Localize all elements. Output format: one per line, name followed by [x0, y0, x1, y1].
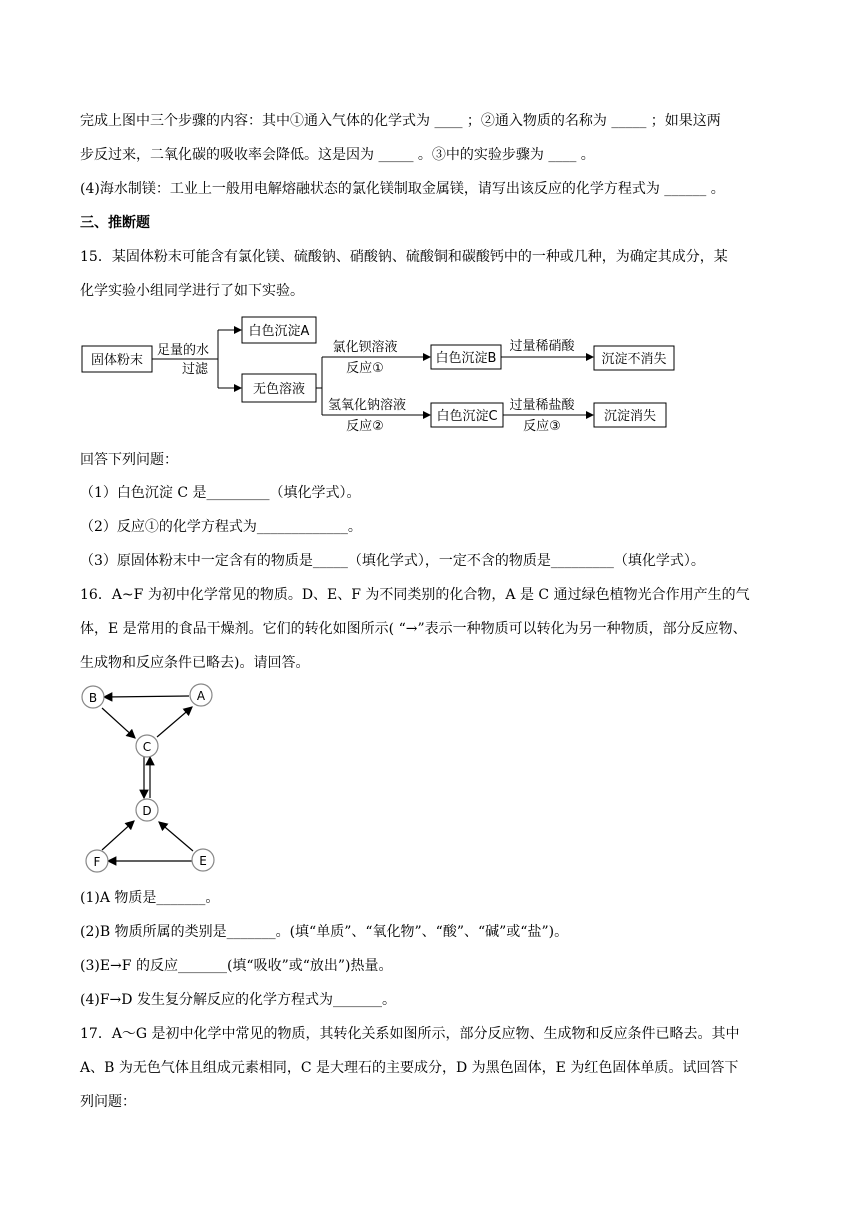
flowchart-q15 [75, 312, 685, 434]
text-line: 完成上图中三个步骤的内容：其中①通入气体的化学式为 ____ ；②通入物质的名称为 _____ ；如果这两 [80, 113, 721, 129]
label-solid-powder: 固体粉末 [90, 353, 144, 368]
label-reaction-3: 反应③ [523, 419, 561, 434]
node-b-label: B [88, 691, 98, 705]
question-16-text: 16．A~F 为初中化学常见的物质。D、E、F 为不同类别的化合物，A 是 C 通过绿色植物光合作用产生的气 [80, 587, 750, 603]
node-c-label: C [142, 740, 152, 754]
label-hno3: 过量稀硝酸 [509, 339, 575, 354]
question-15-2: （2）反应①的化学方程式为_____________。 [80, 519, 362, 535]
label-solution: 无色溶液 [252, 382, 306, 397]
question-16-4: (4)F→D 发生复分解反应的化学方程式为_______。 [80, 992, 396, 1008]
text-line: 步反过来，二氧化碳的吸收率会降低。这是因为 _____ 。③中的实验步骤为 ____ 。 [80, 147, 595, 163]
question-16-3: (3)E→F 的反应_______(填“吸收”或“放出”)热量。 [80, 958, 393, 974]
diagram-q16 [75, 680, 225, 880]
label-filter: 过滤 [181, 362, 209, 377]
question-16-2: (2)B 物质所属的类别是_______。(填“单质”、“氧化物”、“酸”、“碱”或“盐”)。 [80, 924, 569, 940]
question-17-text: 17．A～G 是初中化学中常见的物质，其转化关系如图所示，部分反应物、生成物和反应条件已略去。其中 [80, 1026, 740, 1042]
question-16-text: 生成物和反应条件已略去)。请回答。 [80, 655, 310, 671]
label-ppt-c: 白色沉淀C [436, 409, 498, 424]
node-d-label: D [142, 804, 152, 818]
node-a-label: A [196, 689, 206, 703]
label-not-dissolve: 沉淀不消失 [601, 352, 667, 367]
label-reaction-1: 反应① [346, 361, 384, 376]
text-line: (4)海水制镁：工业上一般用电解熔融状态的氯化镁制取金属镁，请写出该反应的化学方程式为 ______ 。 [80, 181, 725, 197]
label-ppt-b: 白色沉淀B [435, 351, 497, 366]
question-17-text: 列问题： [80, 1094, 136, 1110]
label-hcl: 过量稀盐酸 [509, 398, 575, 413]
label-ppt-a: 白色沉淀A [248, 324, 310, 339]
label-dissolve: 沉淀消失 [603, 409, 657, 424]
question-16-text: 体，E 是常用的食品干燥剂。它们的转化如图所示( “→”表示一种物质可以转化为另一种物质，部分反应物、 [80, 621, 747, 637]
node-e-label: E [199, 854, 207, 868]
label-naoh: 氢氧化钠溶液 [327, 398, 407, 413]
question-15-1: （1）白色沉淀 C 是_________（填化学式）。 [80, 485, 361, 501]
section-heading: 三、推断题 [80, 215, 150, 231]
question-15-text: 15．某固体粉末可能含有氯化镁、硫酸钠、硝酸钠、硫酸铜和碳酸钙中的一种或几种，为确定其成分，某 [80, 249, 728, 265]
question-17-text: A、B 为无色气体且组成元素相同，C 是大理石的主要成分，D 为黑色固体，E 为红色固体单质。试回答下 [80, 1060, 739, 1076]
node-f-label: F [93, 855, 101, 869]
text-line: 回答下列问题： [80, 452, 178, 468]
label-water: 足量的水 [156, 343, 210, 358]
label-bacl2: 氯化钡溶液 [332, 340, 398, 355]
question-15-text: 化学实验小组同学进行了如下实验。 [80, 283, 304, 299]
question-15-3: （3）原固体粉末中一定含有的物质是_____（填化学式），一定不含的物质是_________（填化学式）。 [80, 553, 705, 569]
label-reaction-2: 反应② [346, 419, 384, 434]
question-16-1: (1)A 物质是_______。 [80, 890, 220, 906]
